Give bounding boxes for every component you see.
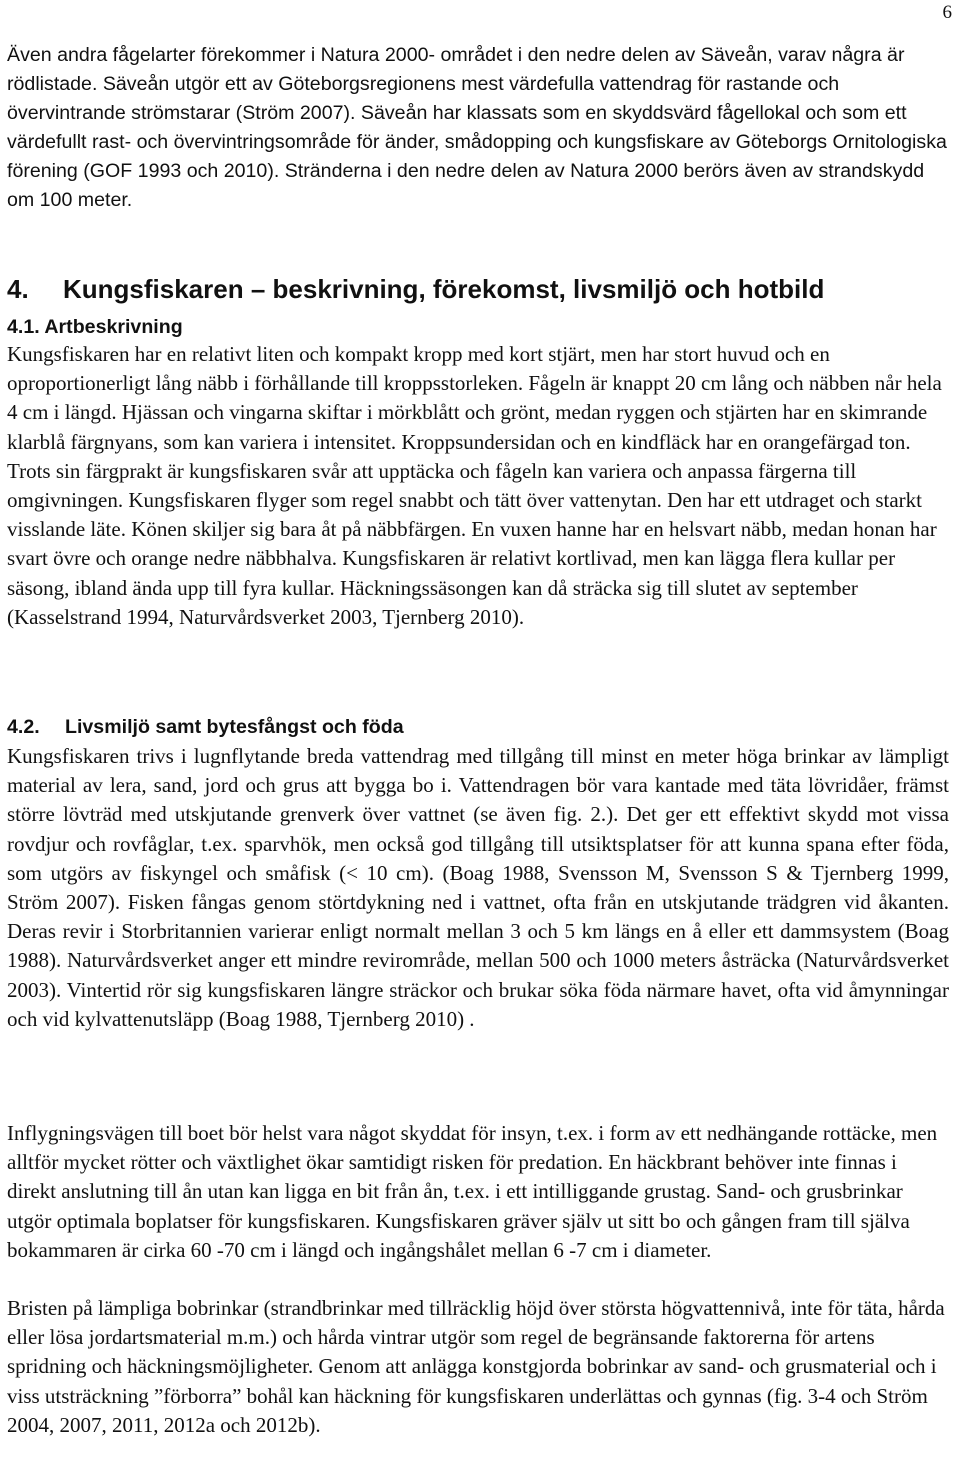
page-number: 6 xyxy=(942,2,952,23)
paragraph-nest-entrance: Inflygningsvägen till boet bör helst vara något skyddat för insyn, t.ex. i form av ett nedhängande rottäcke, men alltför mycket rötter och växtlighet ökar samtidigt risken för predation. En häckbrant behöver inte finnas i direkt anslutning till ån utan kan ligga en bit från ån, t.ex. i ett intilliggande grustag. Sand- och grusbrinkar utgör optimala boplatser för kungsfiskaren. Kungsfiskaren gräver själv ut sitt bo och gången fram till själva bokammaren är cirka 60 -70 cm i längd och ingångshålet mellan 6 -7 cm i diameter. xyxy=(7,1121,938,1262)
section-4-title: Kungsfiskaren – beskrivning, förekomst, livsmiljö och hotbild xyxy=(63,274,825,304)
section-4-1-heading: 4.1. Artbeskrivning xyxy=(7,316,183,338)
section-4-1-body: Kungsfiskaren har en relativt liten och kompakt kropp med kort stjärt, men har stort huvud och en oproportionerligt lång näbb i förhållande till kroppsstorleken. Fågeln är knappt 20 cm lång och näbben når hela 4 cm i längd. Hjässan och vingarna skiftar i mörkblått och grönt, medan ryggen och stjärten har en skimrande klarblå färgnyans, som kan variera i intensitet. Kroppsundersidan och en kindfläck har en orangefärgad ton. Trots sin färgprakt är kungsfiskaren svår att upptäcka och fågeln kan variera och anpassa färgerna till omgivningen. Kungsfiskaren flyger som regel snabbt och tätt över vattenytan. Den har ett utdraget och starkt visslande läte. Könen skiljer sig bara åt på näbbfärgen. En vuxen hanne har en helsvart näbb, medan honan har svart övre och orange nedre näbbhalva. Kungsfiskaren är relativt kortlivad, men kan lägga flera kullar per säsong, ibland ända upp till fyra kullar. Häckningssäsongen kan då sträcka sig till slutet av september (Kasselstrand 1994, Naturvårdsverket 2003, Tjernberg 2010). xyxy=(7,342,942,629)
section-4-2-number: 4.2. xyxy=(7,716,40,738)
section-4-number: 4. xyxy=(7,274,29,304)
section-4-heading xyxy=(7,272,824,306)
paragraph-nest-shortage: Bristen på lämpliga bobrinkar (strandbrinkar med tillräcklig höjd över största högvattennivå, inte för täta, hårda eller lösa jordartsmaterial m.m.) och hårda vintrar utgör som regel de begränsande faktorerna för artens spridning och häckningsmöjligheter. Genom att anlägga konstgjorda bobrinkar av sand- och grusmaterial och i viss utsträckning ”förborra” bohål kan häckning för kungsfiskaren underlättas och gynnas (fig. 3-4 och Ström 2004, 2007, 2011, 2012a och 2012b). xyxy=(7,1296,945,1437)
intro-paragraph: Även andra fågelarter förekommer i Natura 2000- området i den nedre delen av Säveån, varav några är rödlistade. Säveån utgör ett av Göteborgsregionens mest värdefulla vattendrag för rastande och övervintrande strömstarar (Ström 2007). Säveån har klassats som en skyddsvärd fågellokal och som ett värdefullt rast- och övervintringsområde för änder, smådopping och kungsfiskare av Göteborgs Ornitologiska förening (GOF 1993 och 2010). Stränderna i den nedre delen av Natura 2000 berörs även av strandskydd om 100 meter. xyxy=(7,44,947,211)
section-4-2-heading xyxy=(7,713,404,741)
section-4-2-body: Kungsfiskaren trivs i lugnflytande breda vattendrag med tillgång till minst en meter höga brinkar av lämpligt material av lera, sand, jord och grus att bygga bo i. Vattendragen bör vara kantade med täta lövridåer, främst större lövträd med utskjutande grenverk över vattnet (se även fig. 2.). Det ger ett effektivt skydd mot vissa rovdjur och rovfåglar, t.ex. sparvhök, men också god tillgång till utsiktsplatser för att kunna spana efter föda, som utgörs av fiskyngel och småfisk (< 10 cm). (Boag 1988, Svensson M, Svensson S & Tjernberg 1999, Ström 2007). Fisken fångas genom störtdykning ned i vattnet, ofta från en utskjutande trädgren vid åkanten. Deras revir i Storbritannien varierar enligt normalt mellan 3 och 5 km längs en å eller ett dammsystem (Boag 1988). Naturvårdsverket anger ett mindre revirområde, mellan 500 och 1000 meters åsträcka (Naturvårdsverket 2003). Vintertid rör sig kungsfiskaren längre sträckor och brukar söka föda närmare havet, ofta vid åmynningar och vid kylvattenutsläpp (Boag 1988, Tjernberg 2010) . xyxy=(7,744,949,1031)
section-4-2-title: Livsmiljö samt bytesfångst och föda xyxy=(65,716,404,738)
